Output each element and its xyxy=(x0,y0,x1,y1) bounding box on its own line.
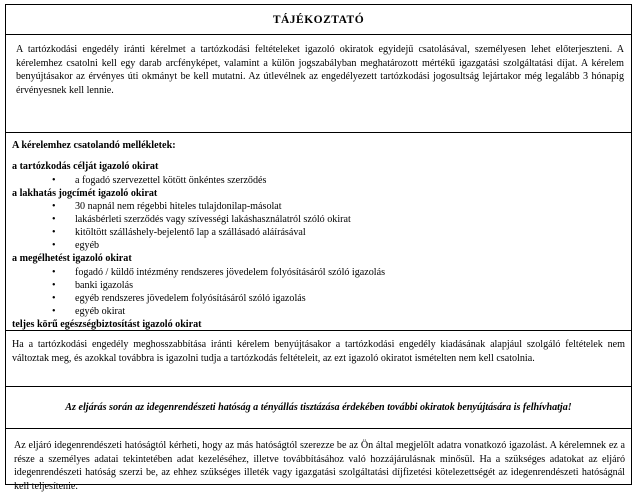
list-item: • egyéb rendszeres jövedelem folyósításáról szóló igazolás xyxy=(12,292,625,305)
intro-section xyxy=(6,35,631,133)
warning-text: Az eljárás során az idegenrendészeti hatóság a tényállás tisztázása érdekében további okiratok benyújtására is felhívhatja! xyxy=(65,401,572,413)
group-title: a lakhatás jogcímét igazoló okirat xyxy=(12,187,158,199)
renewal-section xyxy=(6,331,631,387)
intro-paragraph: A tartózkodási engedély iránti kérelmet a tartózkodási feltételeket igazoló okiratok egyidejű csatolásával, személyesen lehet előterjeszteni. A kérelemhez csatolni kell egy darab arcfényképet, valamint a külön jogszabályban meghatározott mértékű igazgatási szolgáltatási díjat. A kérelem benyújtásakor az érvényes úti okmányt be kell mutatni. Az útlevélnek az engedélyezett tartózkodási jogosultság lejártakor még legalább 3 hónapig érvényesnek kell lennie. xyxy=(16,44,624,96)
attachments-section xyxy=(6,133,631,331)
warning-section xyxy=(6,387,631,429)
authority-section xyxy=(6,429,631,497)
group-title: a tartózkodás célját igazoló okirat xyxy=(12,161,159,172)
group-list xyxy=(12,174,625,187)
document-title: TÁJÉKOZTATÓ xyxy=(6,5,631,35)
group-title: a megélhetést igazoló okirat xyxy=(12,253,132,265)
list-item: • kitöltött szálláshely-bejelentő lap a szállásadó aláírásával xyxy=(12,226,625,239)
renewal-paragraph: Ha a tartózkodási engedély meghosszabbítása iránti kérelem benyújtásakor a tartózkodási engedély kiadásának alapjául szolgáló feltételek nem változtak meg, és azokkal továbbra is igazolni tudja a tartózkodás feltételeit, az ezt igazoló okiratot ismételten nem kell csatolnia. xyxy=(12,339,625,364)
group-title: teljes körű egészségbiztosítást igazoló okirat xyxy=(12,319,202,331)
list-item: • lakásbérleti szerződés vagy szívességi lakáshasználatról szóló okirat xyxy=(12,213,625,226)
list-item: • banki igazolás xyxy=(12,279,625,292)
attachments-heading: A kérelemhez csatolandó mellékletek: xyxy=(12,140,176,151)
authority-paragraph: Az eljáró idegenrendészeti hatóságtól kérheti, hogy az más hatóságtól szerezze be az Ön által megjelölt adatra vonatkozó igazolást. A kérelemnek ez a része a személyes adatai tekintetében adat kezeléséhez, illetve továbbításához való hozzájárulásnak minősül. Ha a szükséges adatokat az eljáró idegenrendészeti hatóság szerzi be, az ehhez szükséges illeték vagy igazgatási szolgáltatási díjfizetési kötelezettségét az idegenrendészeti hatóságnál kell teljesítenie. xyxy=(14,440,625,492)
list-item: • egyéb xyxy=(12,239,625,252)
list-item: • egyéb okirat xyxy=(12,305,625,318)
group-list xyxy=(12,200,625,252)
group-list xyxy=(12,266,625,318)
list-item: • a fogadó szervezettel kötött önkéntes szerződés xyxy=(12,174,625,187)
info-sheet xyxy=(5,4,632,492)
list-item: • 30 napnál nem régebbi hiteles tulajdonilap-másolat xyxy=(12,200,625,213)
list-item: • fogadó / küldő intézmény rendszeres jövedelem folyósításáról szóló igazolás xyxy=(12,266,625,279)
